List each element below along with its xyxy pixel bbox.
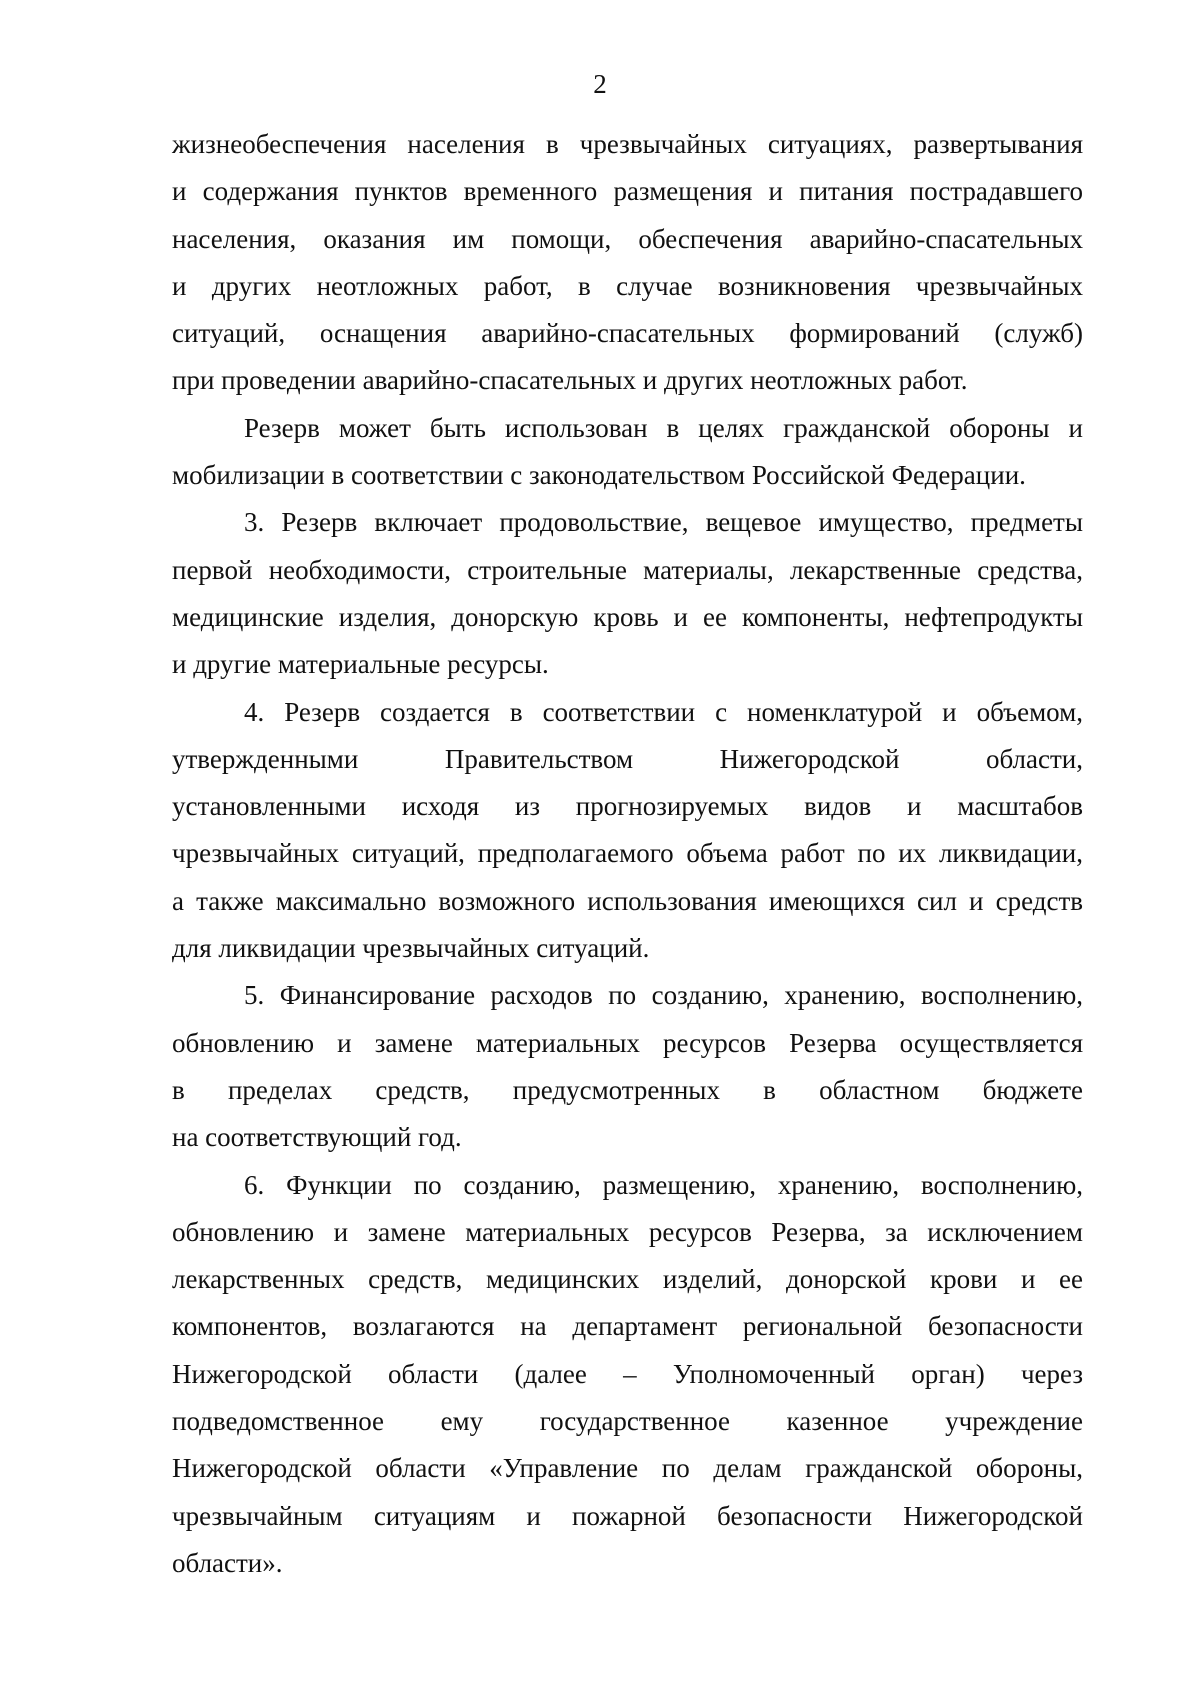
text-line: для ликвидации чрезвычайных ситуаций.: [172, 933, 650, 964]
text-line: Нижегородской области «Управление по делам гражданской обороны,: [172, 1453, 1083, 1484]
text-line: при проведении аварийно-спасательных и других неотложных работ.: [172, 365, 968, 396]
text-line: компонентов, возлагаются на департамент региональной безопасности: [172, 1311, 1083, 1342]
text-line: и содержания пунктов временного размещения и питания пострадавшего: [172, 176, 1083, 207]
text-line: Нижегородской области (далее – Уполномоченный орган) через: [172, 1358, 1083, 1389]
text-line: медицинские изделия, донорскую кровь и ее компоненты, нефтепродукты: [172, 601, 1083, 632]
paragraph-first-line: 6. Функции по созданию, размещению, хранению, восполнению,: [244, 1169, 1083, 1200]
paragraph-first-line: 4. Резерв создается в соответствии с номенклатурой и объемом,: [244, 696, 1083, 727]
text-line: установленными исходя из прогнозируемых видов и масштабов: [172, 791, 1083, 822]
text-line: обновлению и замене материальных ресурсов Резерва, за исключением: [172, 1216, 1083, 1247]
text-line: подведомственное ему государственное казенное учреждение: [172, 1406, 1083, 1437]
text-line: в пределах средств, предусмотренных в областном бюджете: [172, 1074, 1083, 1105]
text-line: а также максимально возможного использования имеющихся сил и средств: [172, 885, 1083, 916]
text-line: утвержденными Правительством Нижегородской области,: [172, 743, 1083, 774]
document-body: [172, 121, 1083, 1587]
page-number: 2: [593, 69, 607, 99]
text-line: первой необходимости, строительные материалы, лекарственные средства,: [172, 554, 1083, 585]
text-line: чрезвычайным ситуациям и пожарной безопасности Нижегородской: [172, 1500, 1083, 1531]
text-line: мобилизации в соответствии с законодательством Российской Федерации.: [172, 460, 1026, 491]
text-line: на соответствующий год.: [172, 1122, 462, 1153]
text-line: населения, оказания им помощи, обеспечения аварийно-спасательных: [172, 223, 1083, 254]
text-line: чрезвычайных ситуаций, предполагаемого объема работ по их ликвидации,: [172, 838, 1083, 869]
text-line: лекарственных средств, медицинских изделий, донорской крови и ее: [172, 1264, 1083, 1295]
text-line: области».: [172, 1547, 283, 1578]
text-line: ситуаций, оснащения аварийно-спасательных формирований (служб): [172, 318, 1083, 349]
text-line: обновлению и замене материальных ресурсов Резерва осуществляется: [172, 1027, 1083, 1058]
paragraph-first-line: Резерв может быть использован в целях гражданской обороны и: [244, 412, 1083, 443]
text-line: и другие материальные ресурсы.: [172, 649, 549, 680]
paragraph-first-line: 3. Резерв включает продовольствие, вещевое имущество, предметы: [244, 507, 1083, 538]
text-line: и других неотложных работ, в случае возникновения чрезвычайных: [172, 270, 1083, 301]
paragraph-first-line: 5. Финансирование расходов по созданию, хранению, восполнению,: [244, 980, 1083, 1011]
text-line: жизнеобеспечения населения в чрезвычайных ситуациях, развертывания: [172, 129, 1083, 159]
